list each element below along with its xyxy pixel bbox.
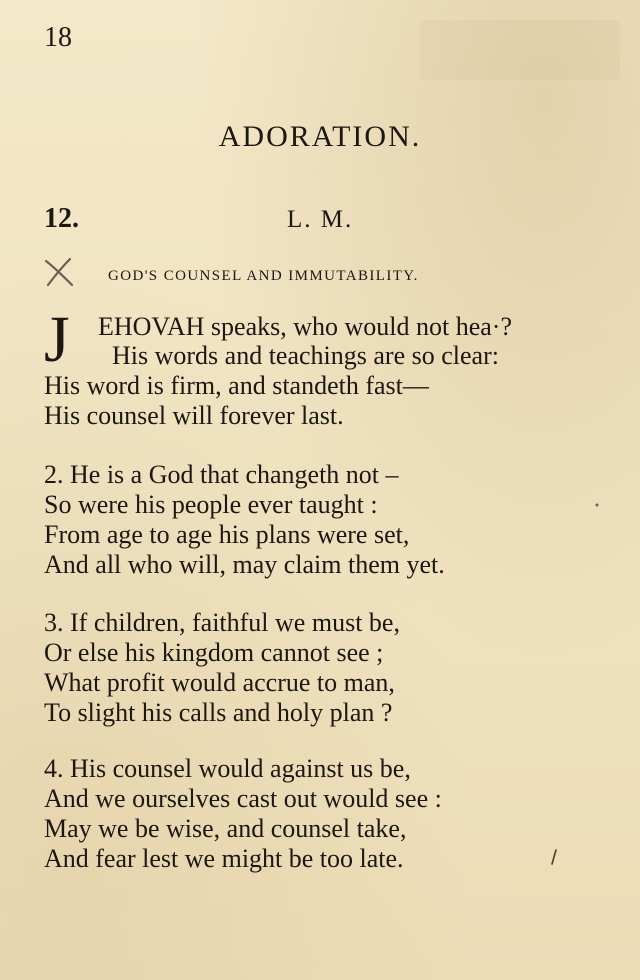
stanza-2 <box>44 460 445 580</box>
stanza-2-line-3: From age to age his plans were set, <box>44 520 410 549</box>
stanza-3-line-4: To slight his calls and holy plan ? <box>44 698 393 727</box>
stanza-1-line-2: His words and teachings are so clear: <box>112 341 499 370</box>
stanza-4 <box>44 754 442 874</box>
section-heading: ADORATION. <box>218 120 422 153</box>
hymn-meter: L. M. <box>287 206 354 233</box>
stanza-4-line-1: 4. His counsel would against us be, <box>44 754 411 783</box>
stanza-1-line-3: His word is firm, and standeth fast— <box>44 371 429 400</box>
stanza-3-line-3: What profit would accrue to man, <box>44 668 395 697</box>
stanza-3-line-1: 3. If children, faithful we must be, <box>44 608 400 637</box>
stanza-1-continuation <box>44 371 429 431</box>
ink-dot-mark <box>594 502 600 508</box>
hymn-subtitle: GOD'S COUNSEL AND IMMUTABILITY. <box>108 268 419 284</box>
stanza-4-line-3: May we be wise, and counsel take, <box>44 814 407 843</box>
stanza-3-line-2: Or else his kingdom cannot see ; <box>44 638 384 667</box>
stanza-1-line-1: EHOVAH speaks, who would not hea·? <box>98 312 513 341</box>
bleed-through-shadow <box>420 20 620 80</box>
stanza-2-line-2: So were his people ever taught : <box>44 490 378 519</box>
stanza-3 <box>44 608 400 728</box>
stanza-2-line-1: 2. He is a God that changeth not – <box>44 460 399 489</box>
ink-speck-mark <box>548 848 560 866</box>
stanza-1-line-4: His counsel will forever last. <box>44 401 344 430</box>
stanza-4-line-4: And fear lest we might be too late. <box>44 844 404 873</box>
page-number: 18 <box>44 22 72 53</box>
handwritten-x-mark <box>42 255 76 289</box>
hymn-number: 12. <box>44 203 79 234</box>
drop-cap: J <box>44 303 70 376</box>
stanza-2-line-4: And all who will, may claim them yet. <box>44 550 445 579</box>
stanza-4-line-2: And we ourselves cast out would see : <box>44 784 442 813</box>
